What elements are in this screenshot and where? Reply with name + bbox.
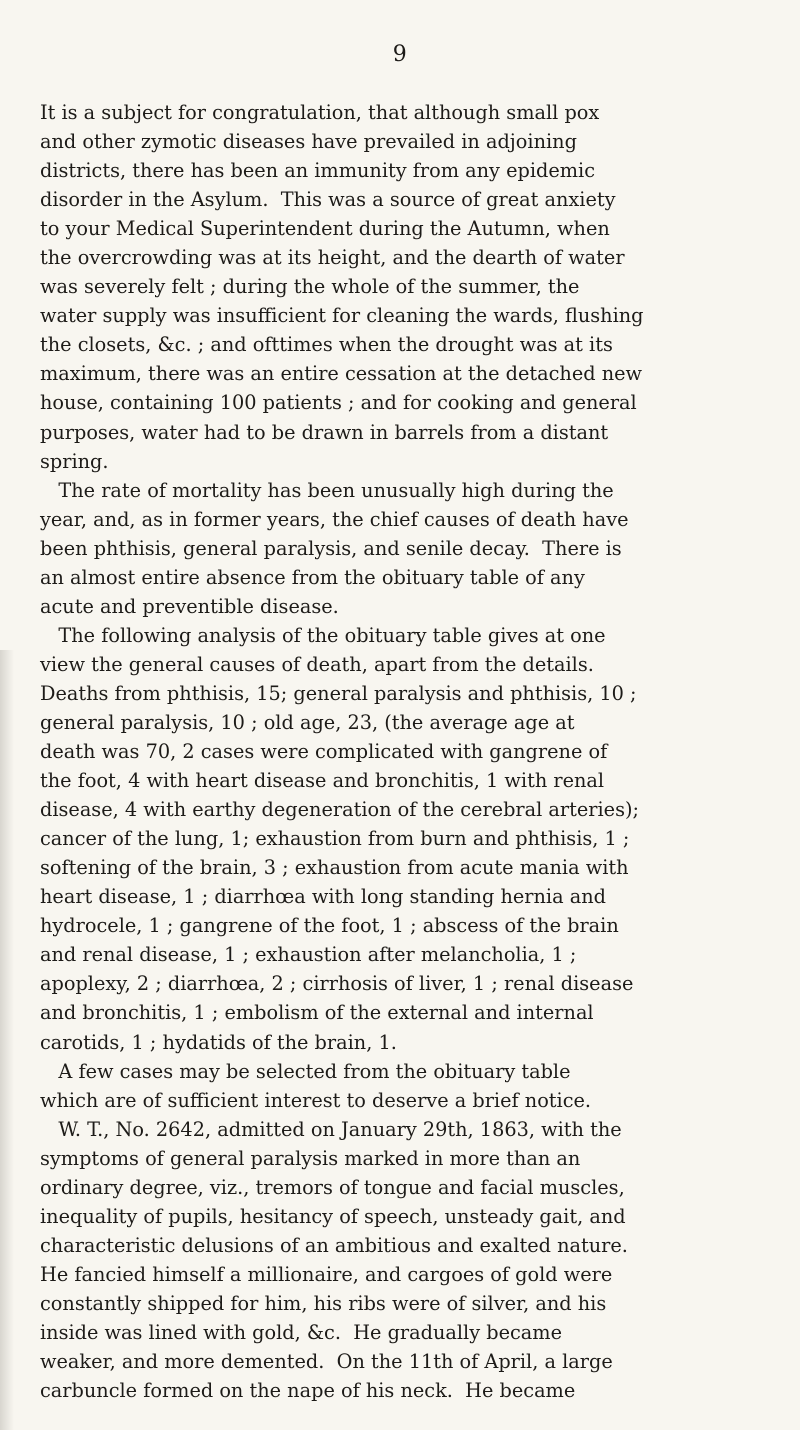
text-line: general paralysis, 10 ; old age, 23, (the average age at — [40, 710, 575, 734]
text-line: which are of sufficient interest to deserve a brief notice. — [40, 1088, 592, 1112]
text-line: hydrocele, 1 ; gangrene of the foot, 1 ; abscess of the brain — [40, 914, 619, 938]
text-line: the foot, 4 with heart disease and bronchitis, 1 with renal — [40, 769, 605, 793]
text-line: been phthisis, general paralysis, and senile decay. There is — [40, 536, 622, 560]
text-line: view the general causes of death, apart from the details. — [40, 652, 594, 676]
text-line: the closets, &c. ; and ofttimes when the drought was at its — [40, 333, 613, 357]
text-line: to your Medical Superintendent during the Autumn, when — [40, 217, 610, 241]
text-line: inequality of pupils, hesitancy of speech, unsteady gait, and — [40, 1204, 626, 1228]
text-line: and other zymotic diseases have prevailed in adjoining — [40, 130, 577, 154]
text-line: He fancied himself a millionaire, and cargoes of gold were — [40, 1262, 613, 1286]
page-binding-shadow — [0, 650, 14, 1430]
text-line: was severely felt ; during the whole of the summer, the — [40, 275, 580, 299]
text-line: W. T., No. 2642, admitted on January 29th, 1863, with the — [40, 1117, 622, 1141]
text-line: water supply was insufficient for cleaning the wards, flushing — [40, 304, 644, 328]
text-line: symptoms of general paralysis marked in more than an — [40, 1146, 581, 1170]
text-line: maximum, there was an entire cessation at the detached new — [40, 362, 643, 386]
text-line: characteristic delusions of an ambitious and exalted nature. — [40, 1233, 628, 1257]
text-line: carotids, 1 ; hydatids of the brain, 1. — [40, 1030, 397, 1054]
text-line: death was 70, 2 cases were complicated with gangrene of — [40, 740, 608, 764]
text-line: house, containing 100 patients ; and for cooking and general — [40, 391, 637, 415]
text-line: districts, there has been an immunity from any epidemic — [40, 159, 595, 183]
text-line: the overcrowding was at its height, and the dearth of water — [40, 246, 625, 270]
text-line: It is a subject for congratulation, that although small pox — [40, 101, 600, 124]
text-line: constantly shipped for him, his ribs were of silver, and his — [40, 1291, 607, 1315]
text-line: spring. — [40, 449, 109, 473]
text-line: inside was lined with gold, &c. He gradually became — [40, 1320, 562, 1344]
text-line: softening of the brain, 3 ; exhaustion from acute mania with — [40, 856, 629, 880]
text-line: and bronchitis, 1 ; embolism of the external and internal — [40, 1001, 594, 1025]
body-text — [40, 98, 780, 1405]
text-line: weaker, and more demented. On the 11th of April, a large — [40, 1350, 613, 1374]
text-line: disease, 4 with earthy degeneration of the cerebral arteries); — [40, 798, 640, 822]
text-line: carbuncle formed on the nape of his neck. He became — [40, 1379, 576, 1403]
text-line: apoplexy, 2 ; diarrhœa, 2 ; cirrhosis of liver, 1 ; renal disease — [40, 972, 634, 996]
text-line: acute and preventible disease. — [40, 594, 339, 618]
text-line: heart disease, 1 ; diarrhœa with long standing hernia and — [40, 885, 606, 909]
text-line: disorder in the Asylum. This was a source of great anxiety — [40, 188, 616, 212]
text-line: purposes, water had to be drawn in barrels from a distant — [40, 420, 609, 444]
text-line: A few cases may be selected from the obituary table — [40, 1059, 571, 1083]
text-line: The rate of mortality has been unusually high during the — [40, 478, 614, 502]
page-number: 9 — [392, 42, 408, 67]
text-line: year, and, as in former years, the chief causes of death have — [40, 507, 629, 531]
text-line: Deaths from phthisis, 15; general paralysis and phthisis, 10 ; — [40, 681, 637, 705]
text-line: The following analysis of the obituary table gives at one — [40, 623, 606, 647]
text-line: cancer of the lung, 1; exhaustion from burn and phthisis, 1 ; — [40, 827, 630, 851]
text-line: an almost entire absence from the obituary table of any — [40, 565, 585, 589]
text-line: ordinary degree, viz., tremors of tongue and facial muscles, — [40, 1175, 625, 1199]
text-line: and renal disease, 1 ; exhaustion after melancholia, 1 ; — [40, 943, 577, 967]
